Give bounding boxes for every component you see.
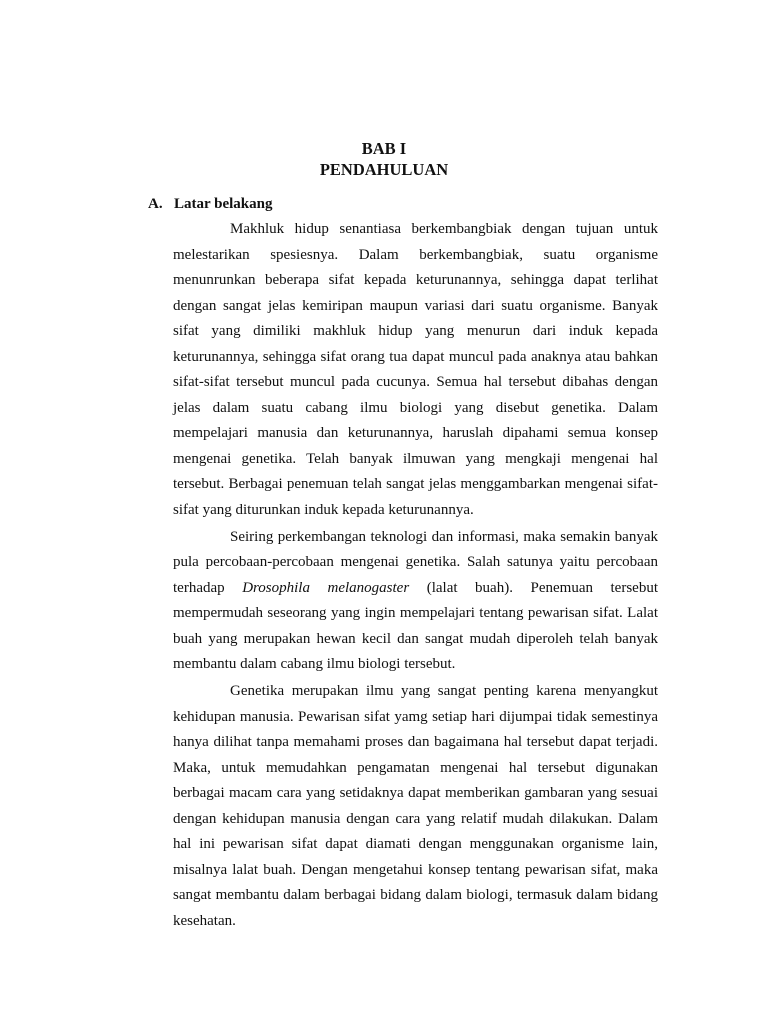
paragraph-1: Makhluk hidup senantiasa berkembangbiak dengan tujuan untuk melestarikan spesiesnya. Dalam berkembangbiak, suatu organisme menunrunkan beberapa sifat kepada keturunannya, sehingga dapat terlihat dengan sangat jelas kemiripan maupun variasi dari suatu organisme. Banyak sifat yang dimiliki makhluk hidup yang menurun dari induk kepada keturunannya, sehingga sifat orang tua dapat muncul pada anaknya atau bahkan sifat-sifat tersebut muncul pada cucunya. Semua hal tersebut dibahas dengan jelas dalam suatu cabang ilmu biologi yang disebut genetika. Dalam mempelajari manusia dan keturunannya, haruslah dipahami semua konsep mengenai genetika. Telah banyak ilmuwan yang mengkaji mengenai hal tersebut. Berbagai penemuan telah sangat jelas menggambarkan mengenai sifat-sifat yang diturunkan induk kepada keturunannya. (173, 221, 658, 518)
section-letter: A. (148, 196, 163, 212)
paragraph-3: Genetika merupakan ilmu yang sangat penting karena menyangkut kehidupan manusia. Pewarisan sifat yamg setiap hari dijumpai tidak semestinya hanya dilihat tanpa memahami proses dan bagaimana hal tersebut dapat terjadi. Maka, untuk memudahkan pengamatan mengenai hal tersebut digunakan berbagai macam cara yang setidaknya dapat memberikan gambaran yang sesuai dengan kehidupan manusia dengan cara yang relatif mudah dilakukan. Dalam hal ini pewarisan sifat dapat diamati dengan menggunakan organisme lain, misalnya lalat buah. Dengan mengetahui konsep tentang pewarisan sifat, maka sangat membantu dalam berbagai bidang dalam biologi, termasuk dalam bidang kesehatan. (173, 683, 658, 929)
chapter-number: BAB I (361, 139, 407, 158)
chapter-title: PENDAHULUAN (319, 160, 449, 179)
section-title: Latar belakang (174, 196, 273, 212)
section-heading (148, 195, 273, 213)
paragraph-2-text-before: Seiring perkembangan teknologi dan informasi, maka semakin banyak pula percobaan-percobaan mengenai genetika. Salah satunya yaitu percobaan terhadap (173, 528, 658, 596)
species-name: Drosophila melanogaster (242, 579, 410, 596)
paragraph-2-text-after: (lalat buah). Penemuan tersebut mempermudah seseorang yang ingin mempelajari tentang pewarisan sifat. Lalat buah yang merupakan hewan kecil dan sangat mudah diperoleh telah banyak membantu dalam cabang ilmu biologi tersebut. (173, 579, 658, 672)
body-text (173, 217, 658, 934)
paragraph-2 (173, 525, 658, 678)
